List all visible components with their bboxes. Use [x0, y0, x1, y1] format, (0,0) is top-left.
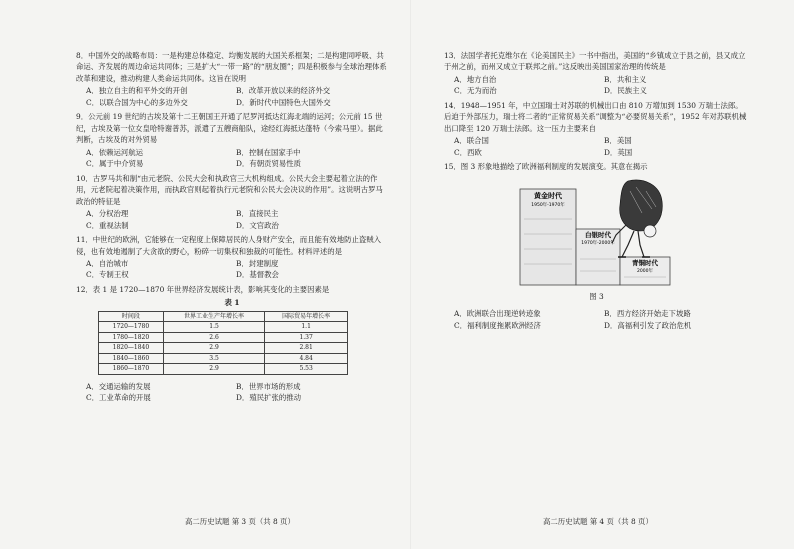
page-footer-left: 高二历史试题 第 3 页（共 8 页） — [185, 517, 295, 526]
question-12-text: 12．表 1 是 1720—1870 年世界经济发展统计表，影响其变化的主要因素是 — [76, 284, 330, 294]
option-a: A．依赖运河航运 — [86, 147, 144, 157]
left-page — [76, 50, 388, 407]
option-c: C．重视法制 — [86, 220, 129, 230]
right-page — [444, 50, 749, 334]
step-bronze-title: 青铜时代 — [632, 258, 658, 267]
table-row — [99, 332, 348, 343]
table-cell: 1.1 — [265, 322, 348, 333]
option-a: A．联合国 — [454, 136, 489, 146]
option-b: B．封建制度 — [236, 258, 279, 268]
table-title: 表 1 — [224, 298, 240, 308]
table-cell: 1720—1780 — [99, 322, 164, 333]
table-cell: 1.37 — [265, 332, 348, 343]
table-header-row — [99, 311, 348, 322]
option-b: B．控制在国家手中 — [236, 147, 301, 157]
table-header: 国际贸易年增长率 — [265, 311, 348, 322]
option-c: C．属于中介贸易 — [86, 159, 144, 169]
table-row — [99, 353, 348, 364]
step-silver-title: 白银时代 — [585, 230, 611, 239]
option-d: D．文官政治 — [236, 220, 279, 230]
option-d: D．新时代中国特色大国外交 — [236, 97, 331, 107]
page-footer-right: 高二历史试题 第 4 页（共 8 页） — [543, 517, 653, 526]
option-d: D．殖民扩张的推动 — [236, 393, 302, 403]
table-row — [99, 364, 348, 375]
table-cell: 5.53 — [265, 364, 348, 375]
option-a: A．分权治理 — [86, 209, 129, 219]
statistics-table — [98, 311, 348, 375]
question-14 — [444, 100, 749, 158]
question-9-options — [86, 147, 388, 170]
question-11-options — [86, 258, 388, 281]
table-cell: 1780—1820 — [99, 332, 164, 343]
question-13-text: 13．法国学者托克维尔在《论美国民主》一书中指出，美国的“乡镇成立于县之前，县又成立于州之前，而州又成立于联邦之前。”这反映出美国国家治理的传统是 — [444, 51, 746, 72]
table-cell: 1.5 — [163, 322, 264, 333]
option-b: B．直接民主 — [236, 209, 279, 219]
option-a: A．欧洲联合出现逆转迹象 — [454, 309, 541, 319]
option-c: C．专制王权 — [86, 270, 129, 280]
option-d: D．英国 — [604, 147, 633, 157]
option-b: B．西方经济开始走下坡路 — [604, 309, 691, 319]
option-a: A．独立自主的和平外交的开创 — [86, 86, 188, 96]
question-11-text: 11．中世纪的欧洲，它能够在一定程度上保障居民的人身财产安全，而且能有效地防止盗贼入侵，也有效地遏制了大贪欲的野心，粉碎一切集权和独裁的可能性。材料评述的是 — [76, 235, 382, 256]
welfare-cartoon-figure — [516, 179, 676, 289]
question-11 — [76, 234, 388, 281]
table-cell: 2.81 — [265, 343, 348, 354]
question-13 — [444, 50, 749, 97]
option-d: D．有朝贡贸易性质 — [236, 159, 302, 169]
table-row — [99, 343, 348, 354]
question-15 — [444, 161, 749, 331]
option-d: D．高福利引发了政治危机 — [604, 320, 692, 330]
option-b: B．美国 — [604, 136, 632, 146]
option-a: A．交通运输的发展 — [86, 381, 151, 391]
question-9-text: 9．公元前 19 世纪的古埃及第十二王朝国王开通了尼罗河抵达红海北端的运河；公元前 15 世纪，古埃及第一位女皇哈特谢普苏，派遣了五艘商船队，途经红海抵达蓬特（今索马里）。据此判断，古埃及的对外贸易 — [76, 112, 383, 145]
question-13-options — [454, 74, 749, 97]
table-cell: 1820—1840 — [99, 343, 164, 354]
option-c: C．以联合国为中心的多边外交 — [86, 97, 188, 107]
table-cell: 1840—1860 — [99, 353, 164, 364]
option-c: C．福利制度拖累欧洲经济 — [454, 320, 541, 330]
option-c: C．西欧 — [454, 147, 482, 157]
question-12-options — [86, 381, 388, 404]
table-cell: 2.9 — [163, 343, 264, 354]
question-8 — [76, 50, 388, 108]
option-d: D．基督教会 — [236, 270, 279, 280]
option-c: C．工业革命的开展 — [86, 393, 151, 403]
option-a: A．地方自治 — [454, 74, 497, 84]
question-10-options — [86, 208, 388, 231]
question-14-options — [454, 135, 749, 158]
question-8-options — [86, 85, 388, 108]
stairs-illustration — [516, 179, 676, 289]
step-silver-years: 1970年-2000年 — [581, 240, 615, 246]
step-gold-years: 1950年-1970年 — [531, 202, 565, 208]
option-c: C．无为而治 — [454, 86, 497, 96]
question-9 — [76, 111, 388, 169]
table-cell: 3.5 — [163, 353, 264, 364]
option-a: A．自治城市 — [86, 258, 129, 268]
question-15-text: 15．图 3 形象地描绘了欧洲福利制度的发展演变。其意在揭示 — [444, 162, 648, 172]
question-10-text: 10．古罗马共和制“由元老院、公民大会和执政官三大机构组成。公民大会主要起着立法的作用，元老院起着决策作用，而执政官则起着执行元老院和公民大会决议的作用”。这说明古罗马政治的特征是 — [76, 173, 383, 206]
table-header: 时间段 — [99, 311, 164, 322]
question-14-text: 14．1948—1951 年，中立国瑞士对苏联的机械出口由 810 万增加到 1530 万瑞士法郎。后迫于外部压力，瑞士将二者的“正常贸易关系”调整为“必要贸易关系”，1952 年对苏联机械出口降至 120 万瑞士法郎。这一压力主要来自 — [444, 100, 747, 133]
option-d: D．民族主义 — [604, 86, 647, 96]
option-b: B．共和主义 — [604, 74, 647, 84]
table-cell: 4.84 — [265, 353, 348, 364]
step-gold-title: 黄金时代 — [534, 191, 562, 200]
table-cell: 1860—1870 — [99, 364, 164, 375]
question-15-options — [454, 308, 749, 331]
table-header: 世界工业生产年增长率 — [163, 311, 264, 322]
table-cell: 2.9 — [163, 364, 264, 375]
question-8-text: 8．中国外交的战略布局：一是构建总体稳定、均衡发展的大国关系框架；二是构建同呼吸、共命运、齐发展的周边命运共同体；三是扩大“一带一路”的“朋友圈”；四是积极参与全球治理体系改革和建设，推动构建人类命运共同体。这旨在说明 — [76, 51, 387, 83]
figure-caption: 图 3 — [589, 291, 604, 301]
table-cell: 2.6 — [163, 332, 264, 343]
option-b: B．世界市场的形成 — [236, 381, 301, 391]
step-bronze-years: 2000年 — [637, 268, 653, 274]
question-12 — [76, 284, 388, 404]
option-b: B．改革开放以来的经济外交 — [236, 86, 331, 96]
page-fold — [410, 0, 411, 549]
table-row — [99, 322, 348, 333]
question-10 — [76, 173, 388, 231]
